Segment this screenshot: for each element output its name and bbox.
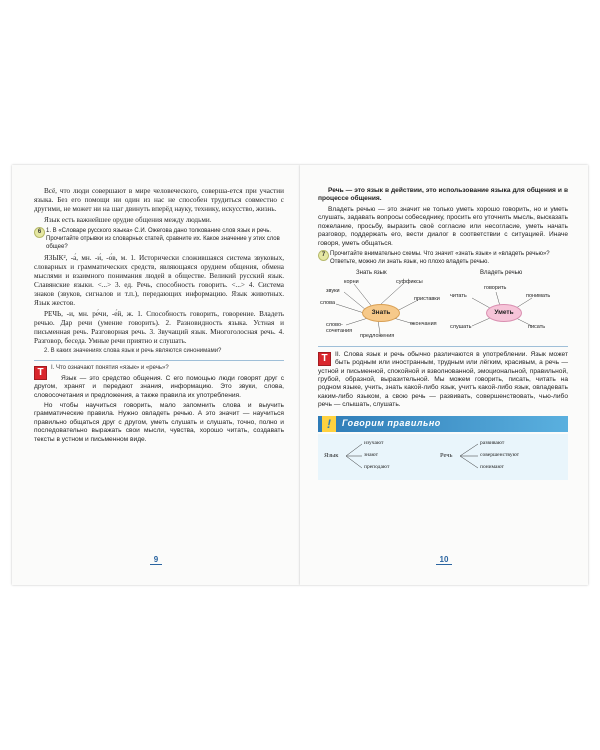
usage-word-speech: Речь [440, 451, 453, 459]
theory-question: I. Что означают понятия «язык» и «речь»? [51, 365, 169, 372]
diagram-label: говорить [484, 284, 507, 291]
diagram-label: слушать [450, 323, 472, 330]
speech-definition: Речь — это язык в действии, это использование языка для общения и в процессе общения. [318, 187, 568, 203]
diagram-label: приставки [414, 295, 440, 302]
theory-paragraph: II. Слова язык и речь обычно различаются в употреблении. Язык может быть родным или иностранным, трудным или лёгким, красивым, а речь — устной и письменной, спокойной и взволнованной, эмоциональной, правильной, грубой, образной, выразительной. Мы можем говорить, писать, читать на родном языке, учить, знать какой-либо язык, учитъ какой-либо язык, овладевать каким-либо языком, а свою речь — развивать, совершенствовать, чью-либо речь — слышать, слушать. [318, 350, 568, 409]
left-page [12, 165, 300, 585]
diagram-know-title: Знать язык [356, 269, 387, 276]
page-number-left [12, 555, 300, 565]
task-6-text: 1. В «Словаре русского языка» С.И. Ожегова дано толкование слов язык и речь. Прочитайте отрывки из словарных статей, сравните их. Какое значение у этих слов общее? [46, 228, 280, 250]
theory-paragraph-2: Но чтобы научиться говорить, мало запомнить слова и выучить грамматические правила. Нужно овладеть речью. А это значит — научиться правильно общаться друг с другом, уметь слушать и слушать, точно, полно и последовательно выражать свои мысли, чувства, хорошо читать, создавать тексты в устном и письменном виде. [34, 402, 284, 443]
dictionary-entry-language: ЯЗЫК², -а́, мн. -и́, -о́в, м. 1. Исторически сложившаяся система звуковых, словарных и грамматических средств, являющаяся орудием общения, обмена мыслями и взаимного понимания людей в обществе. Великий русский язык. Славянские языки. <...> 3. ед. Речь, способность говорить. <...> 4. Система знаков (звуков, сигналов и т.п.), передающих информацию. Язык животных. Язык жестов. [34, 254, 284, 308]
task-number-badge: 7 [318, 250, 329, 261]
usage-verb: понимают [480, 463, 504, 470]
banner-title: Говорим правильно [342, 417, 441, 428]
diagram-label: писать [528, 323, 546, 330]
theory-t-icon: Т [318, 352, 331, 366]
diagram-label: корни [344, 278, 359, 285]
right-page [300, 165, 588, 585]
usage-verb: преподают [364, 463, 390, 470]
diagram-label: окончания [410, 320, 437, 327]
diagram-label: звуки [326, 287, 340, 294]
diagram-label: слова [320, 299, 335, 306]
exclamation-icon: ! [322, 416, 336, 432]
theory-paragraph-1: Язык — это средство общения. С его помощью люди говорят друг с другом, хранят и передают знания, информацию. Это звуки, слова, словосочетания и предложения, а также правила их употребления. [34, 374, 284, 399]
usage-word-language: Язык [324, 451, 339, 459]
divider [34, 360, 284, 361]
theory-t-icon: Т [34, 366, 47, 380]
page-number-right [300, 555, 588, 565]
usage-verb: развивают [480, 439, 505, 446]
diagram-label: предложения [360, 332, 395, 339]
speech-mastery-paragraph: Владеть речью — это значит не только уметь хорошо говорить, но и уметь слушать, задавать вопросы собеседнику, просить его уточнить мысль, высказать пожелание, просьбу, выразить своё согласие или несогласие, уметь начать разговор, поддержать его, вести диалог в соответствии с ситуацией. Иначе говоря, уметь общаться. [318, 205, 568, 247]
page-number-text: 10 [436, 555, 453, 565]
theory-block-2 [318, 351, 568, 410]
concept-diagrams [318, 270, 568, 342]
oval-know: Знать [362, 304, 400, 322]
dictionary-entry-speech: РЕЧЬ, -и, мн. ре́чи, -е́й, ж. 1. Способность говорить, говорение. Владеть речью. Дар речи (умение говорить). 2. Разновидность языка. Устная и письменная речь. Разговорная речь. 3. Звучащий язык. Многоголосная речь. 4. Разговор, беседа. Умные речи приятно и слушать. [34, 310, 284, 346]
divider [318, 346, 568, 347]
theory-block-1 [34, 365, 284, 444]
page-number-text: 9 [150, 555, 162, 565]
diagram-master-title: Владеть речью [480, 269, 523, 276]
usage-verb: совершенствуют [480, 451, 520, 458]
diagram-label: суффиксы [396, 278, 423, 285]
task-7-text: Прочитайте внимательно схемы. Что значит «знать язык» и «владеть речью»? Ответьте, можно ли знать язык, но плохо владеть речью. [330, 251, 550, 265]
usage-verb: изучают [364, 439, 384, 446]
usage-verb: знают [364, 451, 378, 458]
intro-paragraph-1: Всё, что люди совершают в мире человеческого, соверша-ется при участии языка. Без его помощи ни один из нас не способен трудиться совместно с другими, не может ни на шаг двинуть вперёд науку, технику, искусство, жизнь. [34, 187, 284, 213]
task-6 [34, 228, 284, 251]
task-number-badge: 6 [34, 227, 45, 238]
task-7 [318, 251, 568, 267]
diagram-label: читать [450, 292, 467, 299]
task-6-question-2: 2. В каких значениях слова язык и речь являются синонимами? [44, 348, 222, 355]
oval-be-able: Уметь [486, 304, 522, 322]
usage-examples [318, 434, 568, 480]
diagram-label: слово-сочетания [326, 321, 353, 334]
intro-paragraph-2: Язык есть важнейшее орудие общения между людьми. [44, 216, 212, 224]
diagram-label: понимать [526, 292, 551, 299]
speak-correctly-banner [318, 416, 568, 432]
